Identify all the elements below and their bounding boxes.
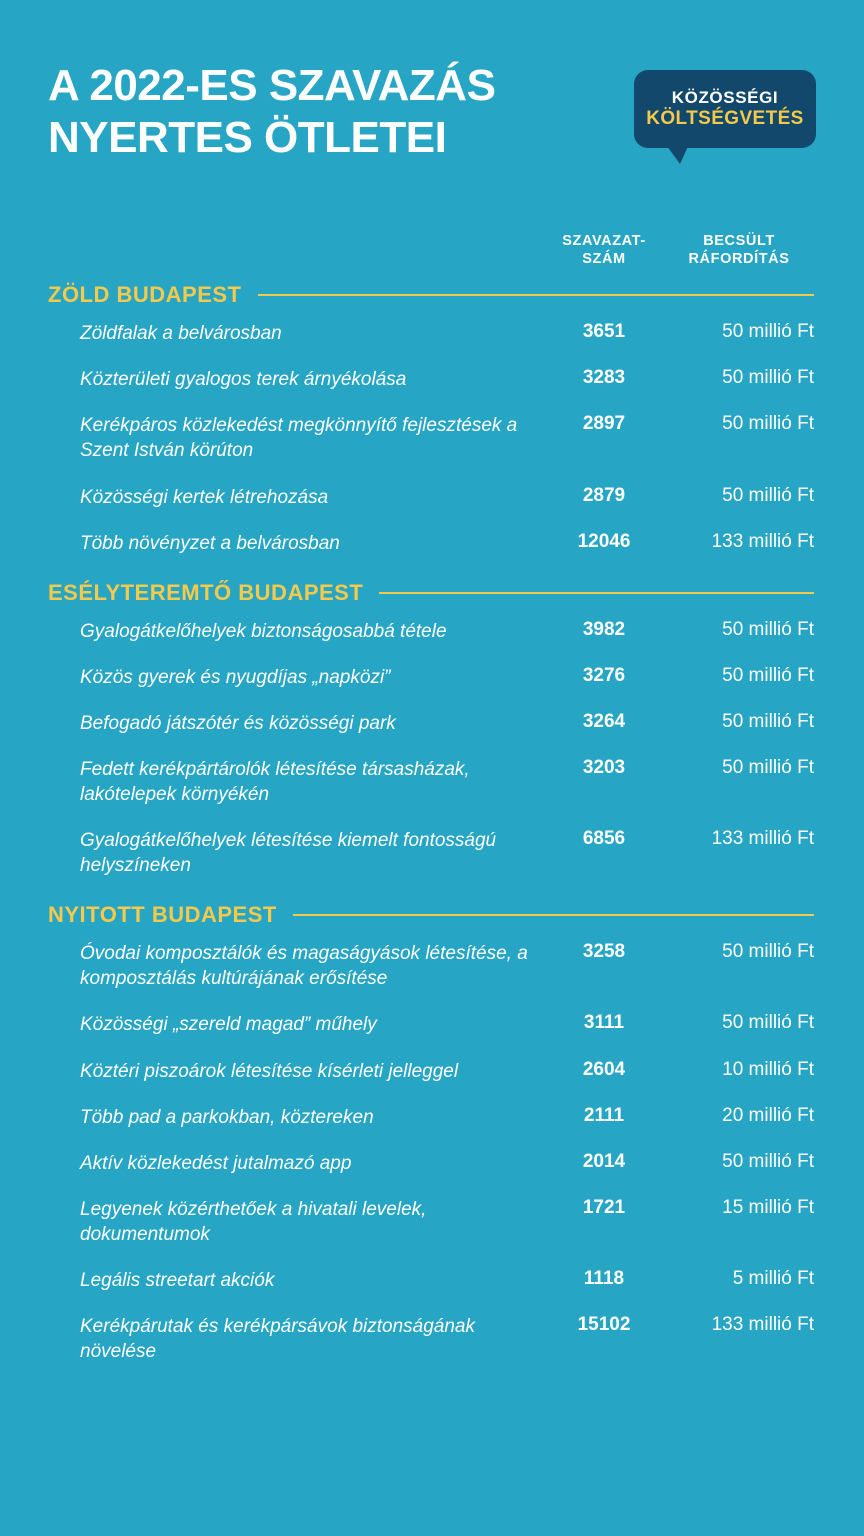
speech-bubble-icon (634, 70, 816, 148)
item-cost: 50 millió Ft (722, 413, 814, 435)
page-title-line-1: A 2022-ES SZAVAZÁS (48, 61, 496, 110)
item-votes: 2014 (582, 1150, 626, 1172)
table-row (48, 402, 816, 473)
item-name: Több pad a parkokban, köztereken (80, 1106, 374, 1128)
item-votes: 6856 (582, 828, 626, 850)
table-row (48, 1048, 816, 1094)
item-cost: 5 millió Ft (732, 1267, 814, 1289)
item-name: Óvodai komposztálók és magaságyások létesítése, a komposztálás kultúrájának erősítése (80, 943, 528, 990)
item-cost: 20 millió Ft (722, 1104, 814, 1126)
item-votes: 3283 (582, 367, 626, 389)
section-header-eselyteremto-budapest (48, 580, 816, 606)
table-row (48, 1303, 816, 1374)
item-name: Kerékpárutak és kerékpársávok biztonságának növelése (80, 1315, 476, 1363)
item-cost: 50 millió Ft (722, 367, 814, 389)
page-title-line-2: NYERTES ÖTLETEI (48, 112, 447, 162)
item-name: Legyenek közérthetőek a hivatali levelek, dokumentumok (80, 1198, 427, 1245)
logo-line-2: KÖLTSÉGVETÉS (646, 107, 804, 129)
item-votes: 1721 (582, 1196, 626, 1218)
item-cost: 133 millió Ft (711, 530, 814, 552)
item-votes: 3258 (582, 941, 626, 963)
table-row (48, 1186, 816, 1257)
item-cost: 133 millió Ft (711, 828, 814, 850)
item-votes: 2879 (582, 484, 626, 506)
item-cost: 50 millió Ft (722, 321, 814, 343)
item-votes: 2111 (583, 1104, 625, 1126)
table-row (48, 474, 816, 520)
section-table-eselyteremto-budapest (48, 608, 816, 889)
item-name: Közterületi gyalogos terek árnyékolása (80, 369, 407, 391)
item-name: Gyalogátkelőhelyek biztonságosabbá tétele (80, 620, 447, 642)
table-row (48, 1140, 816, 1186)
item-cost: 50 millió Ft (722, 1150, 814, 1172)
column-header-cost-line-2: RÁFORDÍTÁS (688, 251, 790, 268)
logo-line-1: KÖZÖSSÉGI (671, 88, 779, 108)
item-name: Köztéri piszoárok létesítése kísérleti jelleggel (80, 1060, 459, 1082)
column-headers (48, 232, 816, 268)
item-cost: 10 millió Ft (722, 1058, 814, 1080)
item-cost: 50 millió Ft (722, 756, 814, 778)
item-cost: 50 millió Ft (722, 484, 814, 506)
page-title (48, 60, 495, 164)
item-votes: 3276 (582, 664, 626, 686)
section-title: ZÖLD BUDAPEST (48, 282, 242, 308)
item-cost: 15 millió Ft (722, 1196, 814, 1218)
item-name: Befogadó játszótér és közösségi park (80, 712, 396, 734)
poster-header (48, 0, 816, 170)
section-table-zold-budapest (48, 310, 816, 565)
table-row (48, 654, 816, 700)
item-name: Kerékpáros közlekedést megkönnyítő fejlesztések a Szent István körúton (80, 415, 518, 462)
column-header-votes-line-2: SZÁM (582, 251, 626, 268)
table-row (48, 520, 816, 566)
item-name: Gyalogátkelőhelyek létesítése kiemelt fontosságú helyszíneken (80, 830, 497, 877)
item-cost: 50 millió Ft (722, 1012, 814, 1034)
table-row (48, 1001, 816, 1047)
table-row (48, 1094, 816, 1140)
section-divider (293, 914, 814, 916)
item-name: Több növényzet a belvárosban (80, 532, 340, 554)
item-cost: 50 millió Ft (722, 941, 814, 963)
item-name: Fedett kerékpártárolók létesítése társasházak, lakótelepek környékén (80, 758, 470, 806)
item-votes: 1118 (583, 1267, 625, 1289)
item-cost: 50 millió Ft (722, 618, 814, 640)
item-votes: 15102 (577, 1313, 631, 1335)
item-name: Legális streetart akciók (80, 1269, 275, 1291)
item-cost: 50 millió Ft (722, 664, 814, 686)
item-name: Közösségi kertek létrehozása (80, 486, 329, 508)
table-row (48, 356, 816, 402)
column-header-votes-line-1: SZAVAZAT- (562, 233, 646, 249)
item-name: Aktív közlekedést jutalmazó app (80, 1152, 352, 1174)
section-header-nyitott-budapest (48, 902, 816, 928)
section-divider (258, 294, 815, 296)
item-votes: 2897 (582, 413, 626, 435)
table-row (48, 310, 816, 356)
item-name: Zöldfalak a belvárosban (80, 323, 282, 345)
item-votes: 12046 (577, 530, 631, 552)
section-divider (379, 592, 814, 594)
section-title: ESÉLYTEREMTŐ BUDAPEST (48, 579, 364, 605)
table-row (48, 1257, 816, 1303)
section-table-nyitott-budapest (48, 930, 816, 1374)
item-cost: 50 millió Ft (722, 710, 814, 732)
column-header-cost (664, 232, 814, 268)
item-votes: 2604 (582, 1058, 626, 1080)
item-votes: 3264 (582, 710, 626, 732)
table-row (48, 746, 816, 817)
column-header-cost-line-1: BECSÜLT (703, 233, 775, 249)
column-header-votes (544, 232, 664, 268)
section-title: NYITOTT BUDAPEST (48, 902, 277, 928)
item-votes: 3111 (583, 1012, 625, 1034)
table-row (48, 608, 816, 654)
item-cost: 133 millió Ft (711, 1313, 814, 1335)
table-row (48, 700, 816, 746)
item-name: Közösségi „szereld magad” műhely (80, 1014, 377, 1036)
logo (634, 70, 816, 170)
item-name: Közös gyerek és nyugdíjas „napközi” (80, 666, 391, 688)
item-votes: 3651 (582, 321, 626, 343)
section-header-zold-budapest (48, 282, 816, 308)
item-votes: 3203 (582, 756, 626, 778)
table-row (48, 930, 816, 1001)
table-row (48, 817, 816, 888)
item-votes: 3982 (582, 618, 626, 640)
